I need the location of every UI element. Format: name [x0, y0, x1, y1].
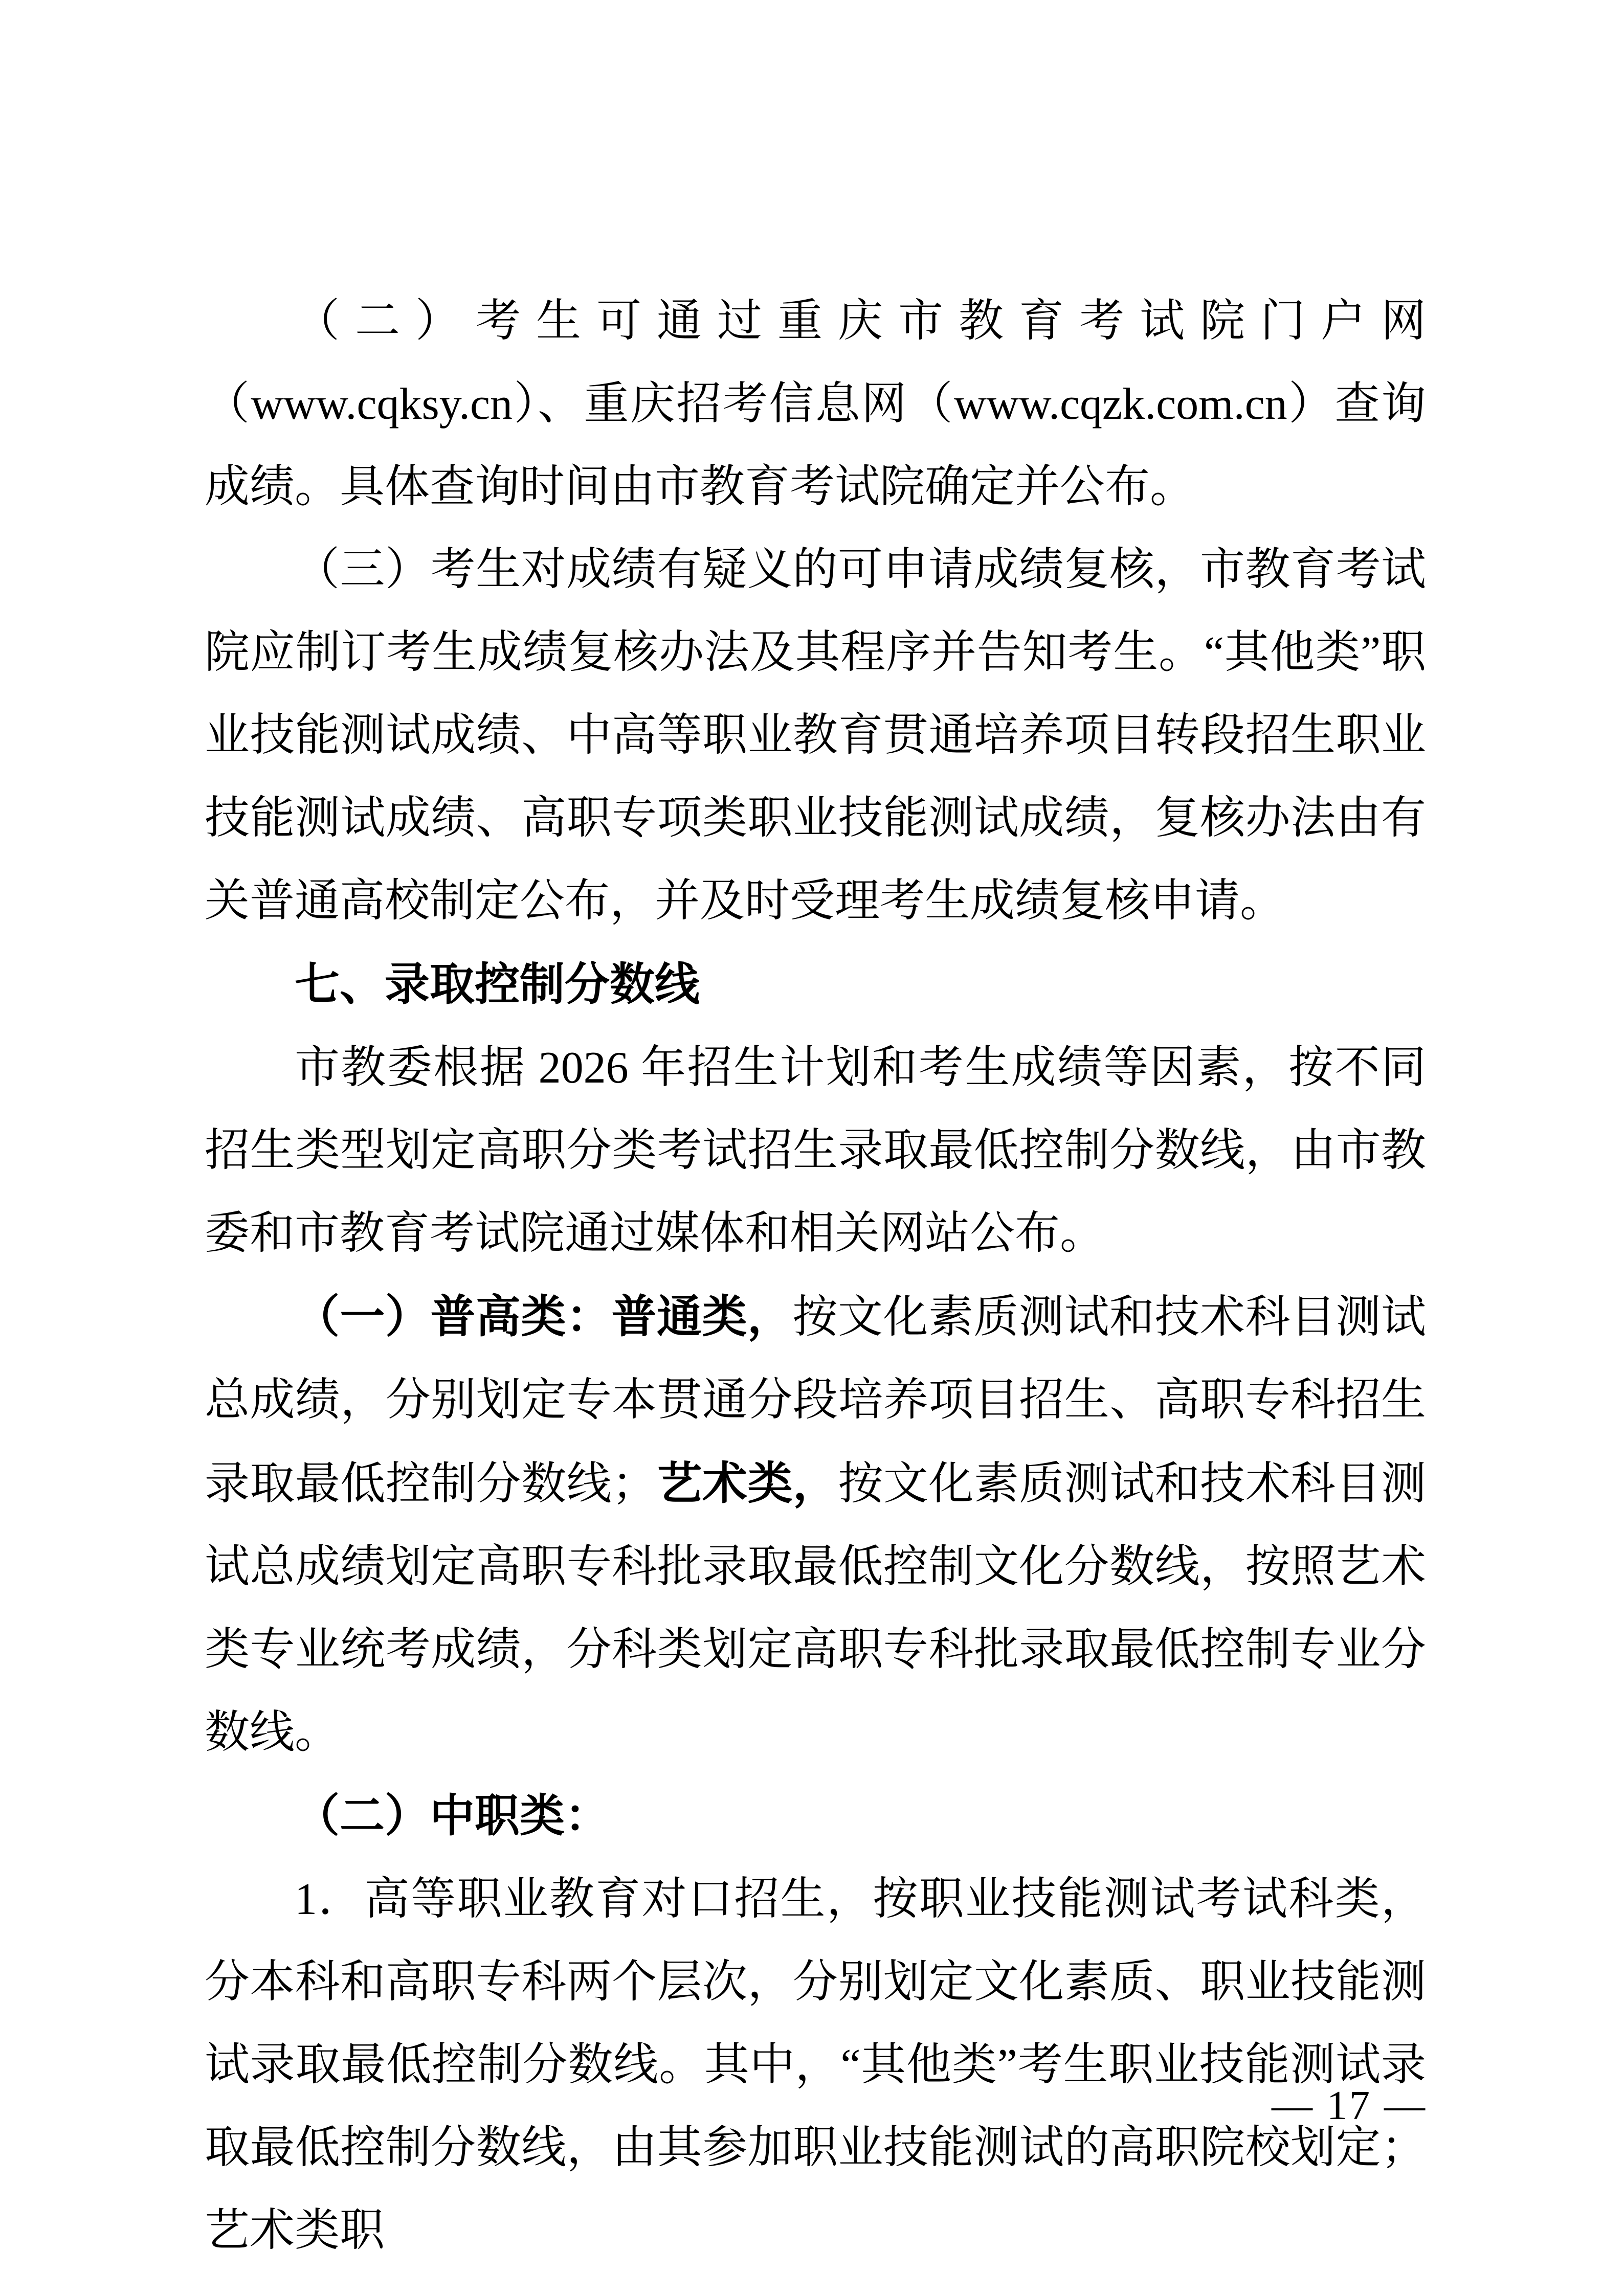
text-run: 市教委根据 2026 年招生计划和考生成绩等因素，按不同招生类型划定高职分类考试招生录取最低控制分数线，由市教委和市教育考试院通过媒体和相关网站公布。: [205, 1043, 1426, 1258]
paragraph-cutoff-intro: [205, 1027, 1426, 1275]
text-run: 按文化素质测试和技术科目测试总成绩，分别划定专本贯通分段培养项目招生、高职专科招生录取最低控制分数线；: [205, 1293, 1426, 1509]
bold-text-run: （一）普高类：普通类，: [295, 1291, 793, 1342]
document-text-block: [205, 280, 1426, 2272]
page-number: — 17 —: [1272, 2083, 1427, 2128]
paragraph-duikou-enrollment: [205, 1858, 1426, 2272]
text-run: （三）考生对成绩有疑义的可申请成绩复核，市教育考试院应制订考生成绩复核办法及其程序并告知考生。“其他类”职业技能测试成绩、中高等职业教育贯通培养项目转段招生职业技能测试成绩、高职专项类职业技能测试成绩，复核办法由有关普通高校制定公布，并及时受理考生成绩复核申请。: [205, 545, 1426, 926]
paragraph-score-review: [205, 529, 1426, 943]
paragraph-score-query: [205, 280, 1426, 529]
text-run: 1．高等职业教育对口招生，按职业技能测试考试科类，分本科和高职专科两个层次，分别划定文化素质、职业技能测试录取最低控制分数线。其中，“其他类”考生职业技能测试录取最低控制分数线，由其参加职业技能测试的高职院校划定；艺术类职: [205, 1875, 1426, 2256]
text-run: 按文化素质测试和技术科目测试总成绩划定高职专科批录取最低控制文化分数线，按照艺术类专业统考成绩，分科类划定高职专科批录取最低控制专业分数线。: [205, 1459, 1426, 1758]
paragraph-putong-category: [205, 1275, 1426, 1774]
bold-text-run: （二）中职类：: [295, 1790, 610, 1841]
section-heading-admission-cutoff: [205, 943, 1426, 1027]
section-heading-zhongzhi-category: [205, 1774, 1426, 1858]
text-run: （二）考生可通过重庆市教育考试院门户网（www.cqksy.cn）、重庆招考信息网（www.cqzk.com.cn）查询成绩。具体查询时间由市教育考试院确定并公布。: [205, 297, 1426, 512]
bold-text-run: 艺术类，: [657, 1458, 838, 1509]
bold-text-run: 七、录取控制分数线: [295, 959, 700, 1009]
